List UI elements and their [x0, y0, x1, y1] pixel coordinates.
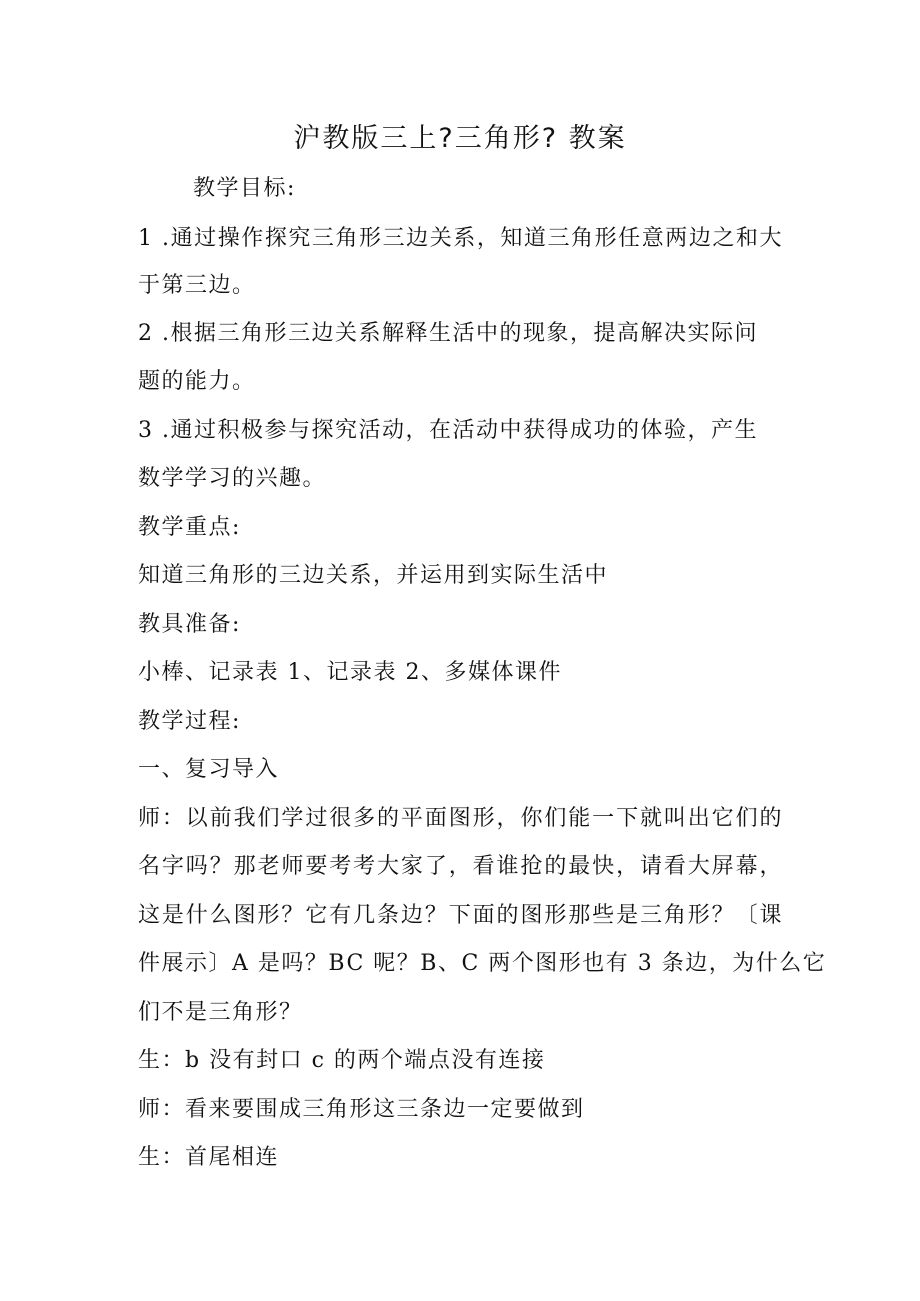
teaching-aids-text: 小棒、记录表 1、记录表 2、多媒体课件 — [138, 660, 562, 685]
teacher-line-2: 名字吗？那老师要考考大家了，看谁抢的最快，请看大屏幕， — [138, 854, 783, 879]
objective-3-line-2: 数学学习的兴趣。 — [138, 466, 327, 491]
teacher-line-3: 这是什么图形？它有几条边？下面的图形那些是三角形？〔课 — [138, 903, 783, 928]
student-reply-1: 生：b 没有封口 c 的两个端点没有连接 — [138, 1048, 546, 1073]
objective-1-line-2: 于第三边。 — [138, 273, 256, 298]
student-reply-2: 生：首尾相连 — [138, 1145, 280, 1170]
heading-key-points: 教学重点: — [138, 515, 241, 540]
teacher-line-5: 们不是三角形？ — [138, 1000, 303, 1025]
teacher-line-1: 师：以前我们学过很多的平面图形，你们能一下就叫出它们的 — [138, 806, 783, 831]
teacher-line-4: 件展示〕A 是吗？BC 呢？B、C 两个图形也有 3 条边，为什么它 — [138, 951, 827, 976]
objective-3-line-1: 3 .通过积极参与探究活动，在活动中获得成功的体验，产生 — [138, 418, 758, 443]
section-review-intro: 一、复习导入 — [138, 757, 280, 782]
objective-2-line-1: 2 .根据三角形三边关系解释生活中的现象，提高解决实际问 — [138, 321, 758, 346]
heading-teaching-process: 教学过程: — [138, 709, 241, 734]
heading-teaching-objectives: 教学目标: — [193, 176, 296, 201]
heading-teaching-aids: 教具准备: — [138, 612, 241, 637]
objective-1-line-1: 1 .通过操作探究三角形三边关系，知道三角形任意两边之和大 — [138, 226, 783, 251]
document-title: 沪教版三上?三角形? 教案 — [293, 123, 627, 154]
teacher-line-6: 师：看来要围成三角形这三条边一定要做到 — [138, 1097, 585, 1122]
objective-2-line-2: 题的能力。 — [138, 369, 256, 394]
key-points-text: 知道三角形的三边关系，并运用到实际生活中 — [138, 563, 609, 588]
